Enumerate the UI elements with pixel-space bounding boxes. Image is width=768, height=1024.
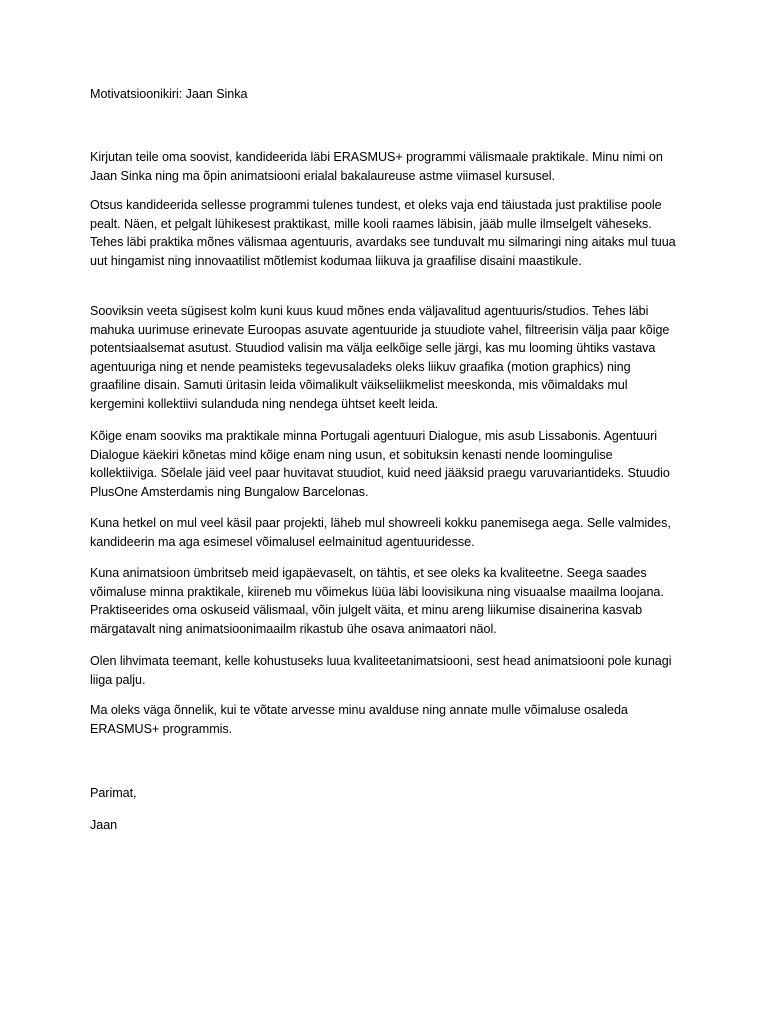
paragraph-diamond: Olen lihvimata teemant, kelle kohustuseks luua kvaliteetanimatsiooni, sest head animatsiooni pole kunagi liiga palju. bbox=[90, 654, 672, 687]
letter-title: Motivatsioonikiri: Jaan Sinka bbox=[90, 87, 248, 101]
paragraph-agencies: Kõige enam sooviks ma praktikale minna Portugali agentuuri Dialogue, mis asub Lissabonis. Agentuuri Dialogue käekiri kõnetas mind kõige enam ning usun, et sobituksin kenasti nende loomingulise kollektiiviga. Sõelale jäid veel paar huvitavat stuudiot, kuid need jääksid praegu varuvariantideks. Stuudio PlusOne Amsterdamis ning Bungalow Barcelonas. bbox=[90, 429, 670, 499]
closing-greeting: Parimat, bbox=[90, 786, 137, 800]
paragraph-quality: Kuna animatsioon ümbritseb meid igapäevaselt, on tähtis, et see oleks ka kvaliteetne. Seega saades võimaluse minna praktikale, kiireneb mu võimekus lüüa läbi loovisikuna ning visuaalse maailma loojana. Praktiseerides oma oskuseid välismaal, võin julgelt väita, et minu areng liikumise disainerina kasvab märgatavalt ning animatsioonimaailm rikastub ühe osava animaatori näol. bbox=[90, 566, 664, 636]
paragraph-plan: Sooviksin veeta sügisest kolm kuni kuus kuud mõnes enda väljavalitud agentuuris/studios. Tehes läbi mahuka uurimuse erinevate Euroopas asuvate agentuuride ja stuudiote vahel, filtreerisin välja paar kõige potentsiaalsemat asutust. Stuudiod valisin ma välja eelkõige selle järgi, kas mu looming ühtiks vastava agentuuriga ning et nende peamisteks tegevusaladeks oleks liikuv graafika (motion graphics) ning graafiline disain. Samuti üritasin leida võimalikult väikseliikmelist meeskonda, mis võimaldaks mul kergemini kollektiivi sulanduda ning nendega ühtset keelt leida. bbox=[90, 304, 670, 411]
paragraph-showreel: Kuna hetkel on mul veel käsil paar projekti, läheb mul showreeli kokku panemisega aega. Selle valmides, kandideerin ma aga esimesel võimalusel eelmainitud agentuuridesse. bbox=[90, 516, 671, 549]
paragraph-intro: Kirjutan teile oma soovist, kandideerida läbi ERASMUS+ programmi välismaale praktikale. Minu nimi on Jaan Sinka ning ma õpin animatsiooni erialal bakalaureuse astme viimasel kursusel. bbox=[90, 150, 663, 183]
paragraph-closing-request: Ma oleks väga õnnelik, kui te võtate arvesse minu avalduse ning annate mulle võimaluse osaleda ERASMUS+ programmis. bbox=[90, 703, 628, 736]
signature-name: Jaan bbox=[90, 818, 118, 832]
paragraph-decision: Otsus kandideerida sellesse programmi tulenes tundest, et oleks vaja end täiustada just praktilise poole pealt. Näen, et pelgalt lühikesest praktikast, mille kooli raames läbisin, jääb mulle ilmselgelt väheseks. Tehes läbi praktika mõnes välismaa agentuuris, avardaks see tunduvalt mu silmaringi ning aitaks mul tuua uut hingamist ning innovaatilist mõtlemist kodumaa liikuva ja graafilise disaini maastikule. bbox=[90, 198, 676, 268]
